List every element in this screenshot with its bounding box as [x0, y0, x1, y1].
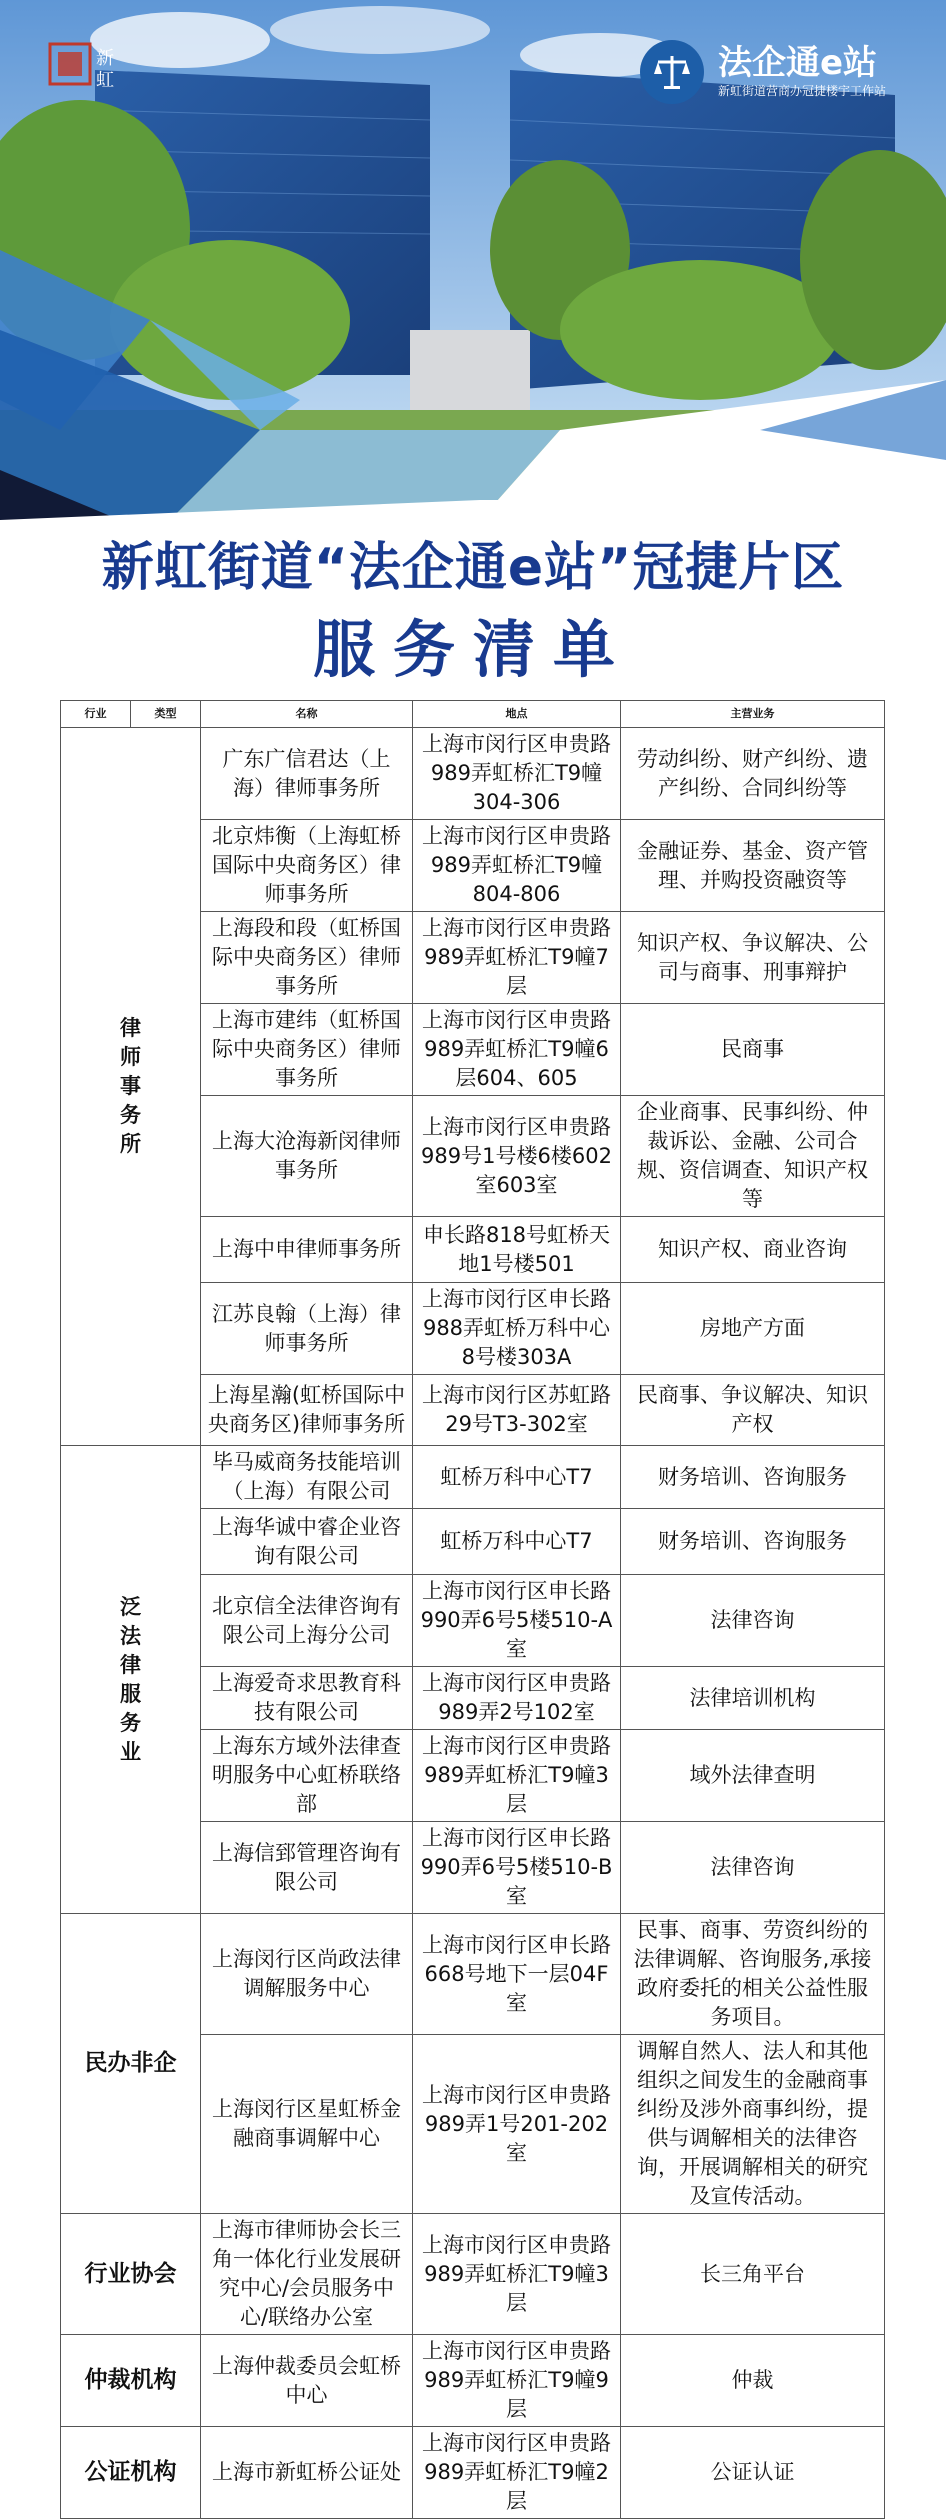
business-cell: 知识产权、商业咨询 [621, 1217, 885, 1283]
table-row [61, 1446, 885, 1509]
business-cell: 房地产方面 [621, 1283, 885, 1375]
name-cell: 北京炜衡（上海虹桥国际中央商务区）律师事务所 [201, 820, 413, 912]
svg-text:虹: 虹 [96, 70, 114, 91]
name-cell: 上海市建纬（虹桥国际中央商务区）律师事务所 [201, 1004, 413, 1096]
fqt-logo [640, 40, 886, 104]
group-notary: 公证机构 [61, 2427, 201, 2519]
xinhong-logo [48, 42, 118, 102]
address-cell: 上海市闵行区申贵路989弄虹桥汇T9幢9层 [413, 2335, 621, 2427]
header-business: 主营业务 [621, 701, 885, 728]
business-cell: 财务培训、咨询服务 [621, 1509, 885, 1575]
group-association: 行业协会 [61, 2214, 201, 2335]
business-cell: 劳动纠纷、财产纠纷、遗产纠纷、合同纠纷等 [621, 728, 885, 820]
header-location: 地点 [413, 701, 621, 728]
address-cell: 上海市闵行区申贵路989弄虹桥汇T9幢304-306 [413, 728, 621, 820]
business-cell: 域外法律查明 [621, 1730, 885, 1822]
name-cell: 江苏良翰（上海）律师事务所 [201, 1283, 413, 1375]
name-cell: 上海闵行区尚政法律调解服务中心 [201, 1914, 413, 2035]
business-cell: 法律咨询 [621, 1822, 885, 1914]
name-cell: 上海仲裁委员会虹桥中心 [201, 2335, 413, 2427]
address-cell: 上海市闵行区申贵路989弄虹桥汇T9幢804-806 [413, 820, 621, 912]
address-cell: 虹桥万科中心T7 [413, 1446, 621, 1509]
name-cell: 上海市律师协会长三角一体化行业发展研究中心/会员服务中心/联络办公室 [201, 2214, 413, 2335]
name-cell: 上海市新虹桥公证处 [201, 2427, 413, 2519]
name-cell: 北京信全法律咨询有限公司上海分公司 [201, 1575, 413, 1667]
table-row [61, 728, 885, 820]
group-nonprofit: 民办非企 [61, 1914, 201, 2214]
address-cell: 上海市闵行区申长路990弄6号5楼510-A室 [413, 1575, 621, 1667]
name-cell: 上海东方域外法律查明服务中心虹桥联络部 [201, 1730, 413, 1822]
business-cell: 仲裁 [621, 2335, 885, 2427]
business-cell: 财务培训、咨询服务 [621, 1446, 885, 1509]
group-arbitration: 仲裁机构 [61, 2335, 201, 2427]
name-cell: 上海段和段（虹桥国际中央商务区）律师事务所 [201, 912, 413, 1004]
page-title: 新虹街道“法企通e站”冠捷片区 [101, 538, 845, 598]
address-cell: 上海市闵行区苏虹路29号T3-302室 [413, 1375, 621, 1446]
business-cell: 法律培训机构 [621, 1667, 885, 1730]
address-cell: 上海市闵行区申长路668号地下一层04F室 [413, 1914, 621, 2035]
address-cell: 申长路818号虹桥天地1号楼501 [413, 1217, 621, 1283]
business-cell: 知识产权、争议解决、公司与商事、刑事辩护 [621, 912, 885, 1004]
name-cell: 上海爱奇求思教育科技有限公司 [201, 1667, 413, 1730]
table-header-row [61, 701, 885, 728]
name-cell: 上海信郅管理咨询有限公司 [201, 1822, 413, 1914]
address-cell: 上海市闵行区申贵路989号1号楼6楼602室603室 [413, 1096, 621, 1217]
table-row [61, 2427, 885, 2519]
address-cell: 上海市闵行区申长路988弄虹桥万科中心8号楼303A [413, 1283, 621, 1375]
scales-icon [640, 40, 704, 104]
name-cell: 毕马威商务技能培训（上海）有限公司 [201, 1446, 413, 1509]
table-row [61, 2214, 885, 2335]
business-cell: 民事、商事、劳资纠纷的法律调解、咨询服务,承接政府委托的相关公益性服务项目。 [621, 1914, 885, 2035]
name-cell: 上海华诚中睿企业咨询有限公司 [201, 1509, 413, 1575]
name-cell: 广东广信君达（上海）律师事务所 [201, 728, 413, 820]
hero-banner [0, 0, 946, 520]
address-cell: 上海市闵行区申贵路989弄2号102室 [413, 1667, 621, 1730]
page-subtitle: 服务清单 [312, 613, 633, 686]
name-cell: 上海星瀚(虹桥国际中央商务区)律师事务所 [201, 1375, 413, 1446]
business-cell: 金融证券、基金、资产管理、并购投资融资等 [621, 820, 885, 912]
seal-icon [48, 42, 118, 102]
business-cell: 民商事 [621, 1004, 885, 1096]
name-cell: 上海中申律师事务所 [201, 1217, 413, 1283]
group-legal-service: 泛法律服务业 [61, 1446, 201, 1914]
address-cell: 虹桥万科中心T7 [413, 1509, 621, 1575]
address-cell: 上海市闵行区申贵路989弄虹桥汇T9幢3层 [413, 2214, 621, 2335]
name-cell: 上海大沧海新闵律师事务所 [201, 1096, 413, 1217]
address-cell: 上海市闵行区申长路990弄6号5楼510-B室 [413, 1822, 621, 1914]
address-cell: 上海市闵行区申贵路989弄1号201-202室 [413, 2035, 621, 2214]
brand-subtitle: 新虹街道营商办冠捷楼宇工作站 [718, 84, 887, 98]
group-law-firm: 律师事务所 [61, 728, 201, 1446]
brand-name: 法企通e站 [718, 43, 878, 83]
business-cell: 公证认证 [621, 2427, 885, 2519]
name-cell: 上海闵行区星虹桥金融商事调解中心 [201, 2035, 413, 2214]
table-row [61, 1914, 885, 2035]
header-industry: 行业 [61, 701, 131, 728]
business-cell: 法律咨询 [621, 1575, 885, 1667]
business-cell: 调解自然人、法人和其他组织之间发生的金融商事纠纷及涉外商事纠纷，提供与调解相关的法律咨询，开展调解相关的研究及宣传活动。 [621, 2035, 885, 2214]
business-cell: 企业商事、民事纠纷、仲裁诉讼、金融、公司合规、资信调查、知识产权等 [621, 1096, 885, 1217]
header-type: 类型 [131, 701, 201, 728]
address-cell: 上海市闵行区申贵路989弄虹桥汇T9幢2层 [413, 2427, 621, 2519]
header-name: 名称 [201, 701, 413, 728]
address-cell: 上海市闵行区申贵路989弄虹桥汇T9幢3层 [413, 1730, 621, 1822]
address-cell: 上海市闵行区申贵路989弄虹桥汇T9幢6层604、605 [413, 1004, 621, 1096]
svg-text:新: 新 [96, 48, 114, 69]
business-cell: 长三角平台 [621, 2214, 885, 2335]
table-row [61, 2335, 885, 2427]
service-table [60, 700, 885, 2519]
address-cell: 上海市闵行区申贵路989弄虹桥汇T9幢7层 [413, 912, 621, 1004]
business-cell: 民商事、争议解决、知识产权 [621, 1375, 885, 1446]
